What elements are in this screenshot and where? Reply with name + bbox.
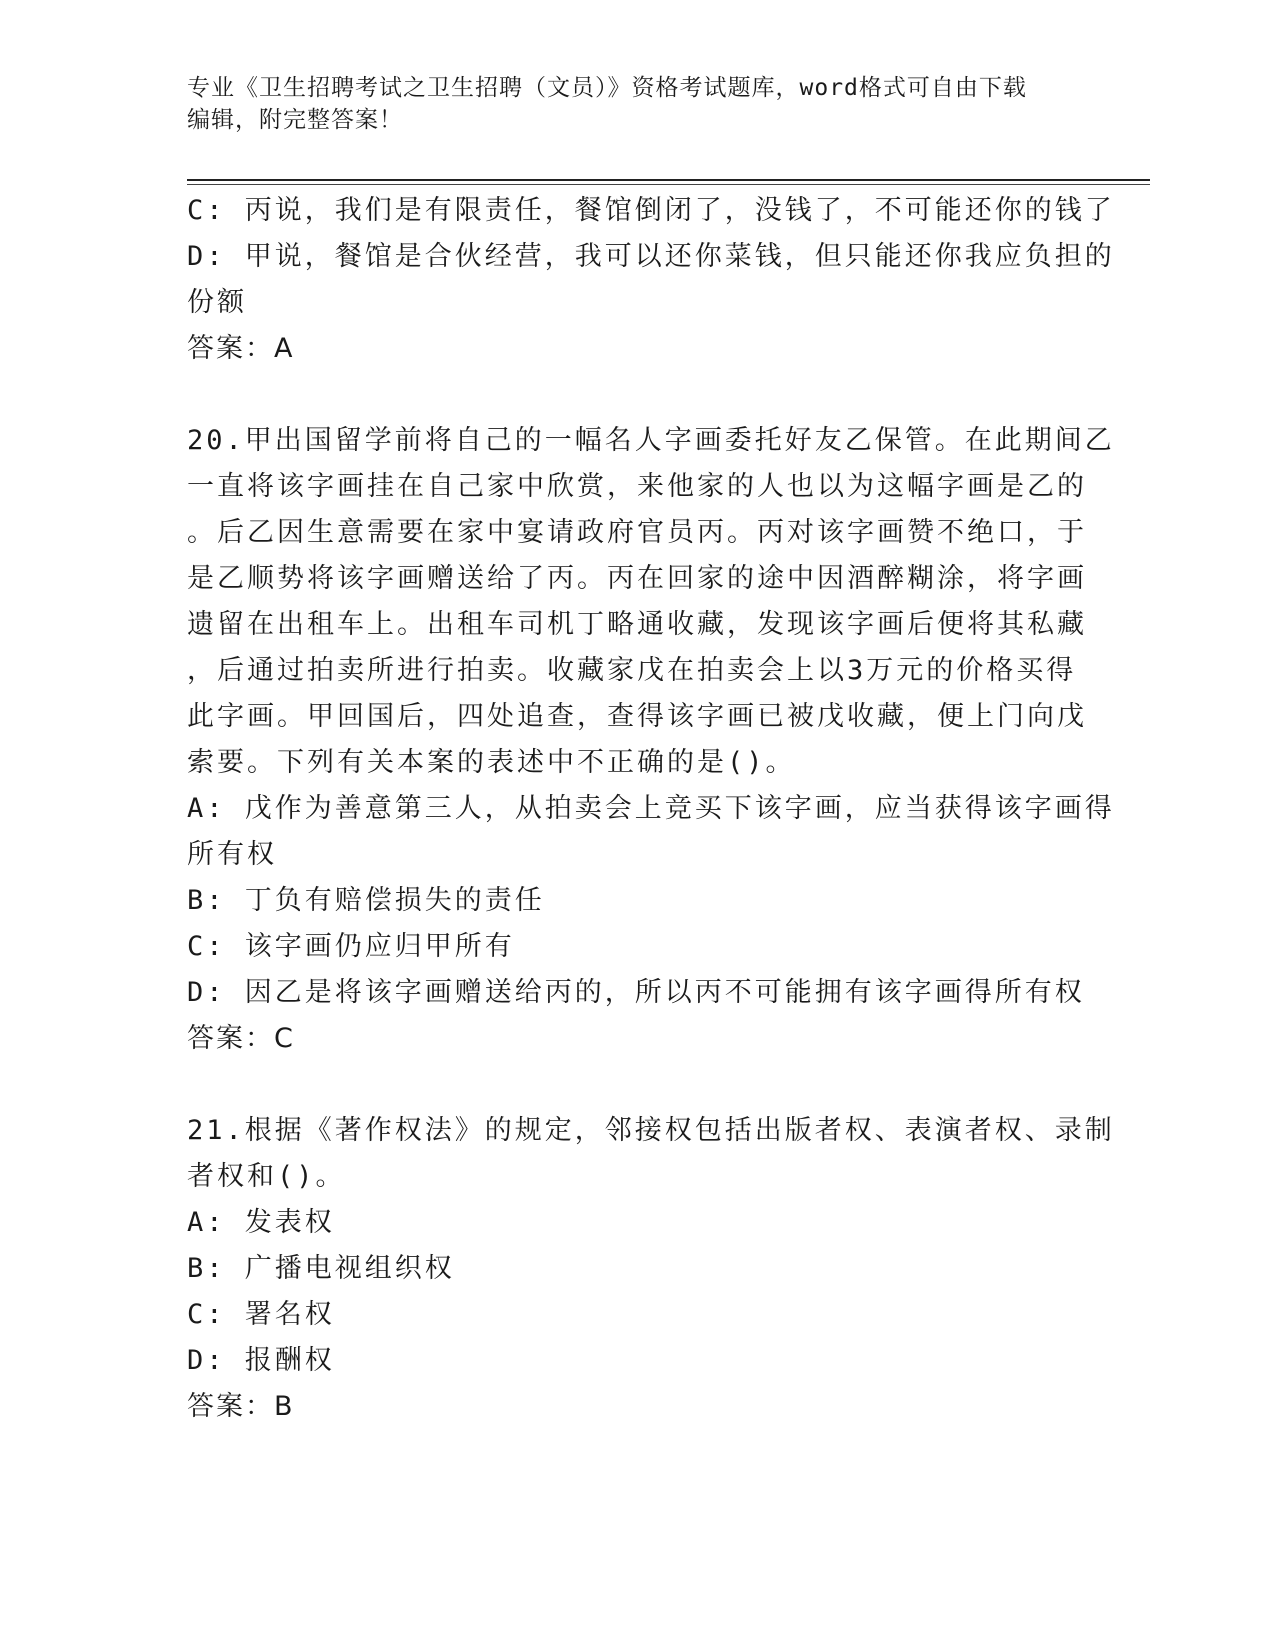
- option-d: D: 报酬权: [187, 1345, 335, 1376]
- option-a: A: 发表权: [187, 1207, 335, 1238]
- question-stem: 遗留在出租车上。出租车司机丁略通收藏，发现该字画后便将其私藏: [187, 609, 1087, 640]
- header-divider-thick: [187, 179, 1150, 181]
- option-c: C: 署名权: [187, 1299, 335, 1330]
- question-21: [187, 1108, 1115, 1430]
- question-stem: ，后通过拍卖所进行拍卖。收藏家戊在拍卖会上以3万元的价格买得: [187, 655, 1077, 686]
- question-stem: 。后乙因生意需要在家中宴请政府官员丙。丙对该字画赞不绝口，于: [187, 517, 1087, 548]
- header-divider-thin: [187, 184, 1150, 185]
- question-stem: 索要。下列有关本案的表述中不正确的是()。: [187, 747, 796, 778]
- document-header: [187, 72, 1087, 136]
- header-line-2: 编辑，附完整答案！: [187, 107, 403, 133]
- question-content: [187, 188, 1115, 1430]
- question-spacer: [187, 1062, 1067, 1108]
- option-a: A: 戊作为善意第三人，从拍卖会上竞买下该字画，应当获得该字画得: [187, 793, 1115, 824]
- question-stem: 20.甲出国留学前将自己的一幅名人字画委托好友乙保管。在此期间乙: [187, 425, 1115, 456]
- option-c: C: 丙说，我们是有限责任，餐馆倒闭了，没钱了，不可能还你的钱了: [187, 195, 1115, 226]
- question-stem: 21.根据《著作权法》的规定，邻接权包括出版者权、表演者权、录制: [187, 1115, 1115, 1146]
- option-b: B: 丁负有赔偿损失的责任: [187, 885, 545, 916]
- answer-label: 答案：C: [187, 1023, 295, 1054]
- option-a-continued: 所有权: [187, 839, 277, 870]
- header-line-1: 专业《卫生招聘考试之卫生招聘（文员）》资格考试题库，word格式可自由下载: [187, 75, 1027, 101]
- question-stem: 此字画。甲回国后，四处追查，查得该字画已被戊收藏，便上门向戊: [187, 701, 1087, 732]
- question-spacer: [187, 372, 1067, 418]
- option-b: B: 广播电视组织权: [187, 1253, 455, 1284]
- option-d: D: 甲说，餐馆是合伙经营，我可以还你菜钱，但只能还你我应负担的: [187, 241, 1115, 272]
- question-20: [187, 418, 1115, 1062]
- answer-label: 答案：B: [187, 1391, 295, 1422]
- option-c: C: 该字画仍应归甲所有: [187, 931, 515, 962]
- answer-label: 答案：A: [187, 333, 295, 364]
- option-d-continued: 份额: [187, 287, 247, 318]
- question-stem: 一直将该字画挂在自己家中欣赏，来他家的人也以为这幅字画是乙的: [187, 471, 1087, 502]
- question-stem: 者权和()。: [187, 1161, 346, 1192]
- option-d: D: 因乙是将该字画赠送给丙的，所以丙不可能拥有该字画得所有权: [187, 977, 1085, 1008]
- question-stem: 是乙顺势将该字画赠送给了丙。丙在回家的途中因酒醉糊涂，将字画: [187, 563, 1087, 594]
- question-19: [187, 188, 1115, 372]
